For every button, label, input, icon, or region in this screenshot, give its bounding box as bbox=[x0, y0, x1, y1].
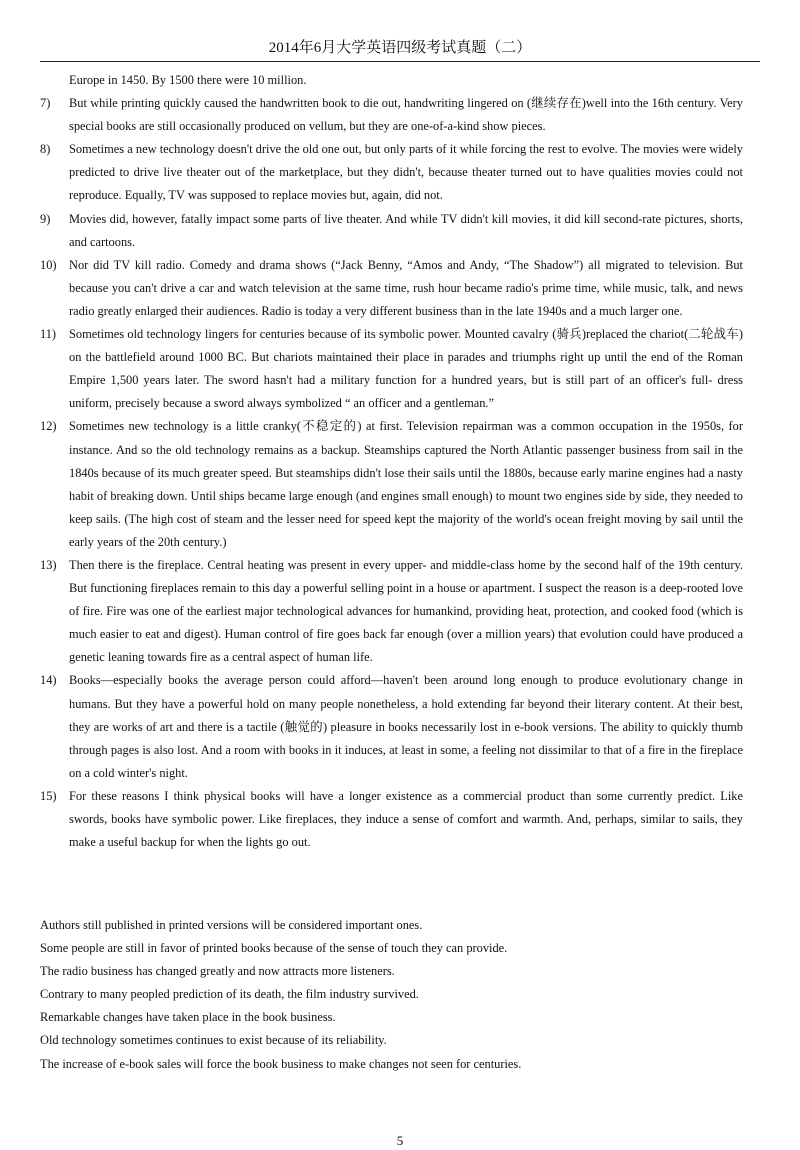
paragraph-number: 7) bbox=[40, 96, 51, 111]
statement: Some people are still in favor of printed books because of the sense of touch they can provide. bbox=[40, 941, 508, 956]
paragraph-text: Nor did TV kill radio. Comedy and drama shows (“Jack Benny, “Amos and Andy, “The Shadow”) all migrated to television. But because you can't drive a car and watch television at the same time, rush hour became radio's prime time, while music, talk, and news radio greatly enlarged their audiences. Radio is today a very different business than in the late 1940s and a much larger one. bbox=[69, 257, 743, 318]
paragraph-10 bbox=[40, 254, 743, 323]
paragraph-number: 10) bbox=[40, 257, 57, 272]
paragraph-text: Books—especially books the average person could afford—haven't been around long enough to produce evolutionary change in humans. But they have a powerful hold on many people nonetheless, a hold extending far beyond their literary content. At their best, they are works of art and there is a tactile (触觉的) pleasure in books necessarily lost in e-book versions. The ability to quickly thumb through pages is also lost. And a room with books in it induces, at least in some, a feeling not dissimilar to that of a fire in the fireplace on a cold winter's night. bbox=[69, 673, 743, 780]
statement: Authors still published in printed versions will be considered important ones. bbox=[40, 918, 423, 932]
paragraph-text: Sometimes new technology is a little cranky(不稳定的) at first. Television repairman was a common occupation in the 1950s, for instance. And so the old technology remains as a backup. Steamships captured the North Atlantic passenger business from sail in the 1840s because of its much greater speed. But steamships didn't lose their sails until the 1880s, because early marine engines had a nasty habit of breaking down. Until ships became large enough (and engines small enough) to mount two engines side by side, they needed to keep sails. (The high cost of steam and the lesser need for speed kept the majority of the world's ocean freight moving by sail until the early years of the 20th century.) bbox=[69, 419, 743, 549]
paragraph-7 bbox=[40, 92, 743, 138]
paragraph-number: 13) bbox=[40, 557, 57, 572]
statement: Contrary to many peopled prediction of its death, the film industry survived. bbox=[40, 987, 419, 1002]
statement: The radio business has changed greatly and now attracts more listeners. bbox=[40, 964, 395, 979]
paragraph-text: But while printing quickly caused the handwritten book to die out, handwriting lingered on (继续存在)well into the 16th century. Very special books are still occasionally produced on vellum, but they are one-of-a-kind show pieces. bbox=[69, 96, 743, 134]
paragraph-text: For these reasons I think physical books will have a longer existence as a commercial product than some currently predict. Like swords, books have symbolic power. Like fireplaces, they induce a sense of comfort and warmth. And, perhaps, similar to sails, they make a useful backup for when the lights go out. bbox=[69, 788, 743, 850]
page-header bbox=[40, 38, 760, 62]
paragraph-text: Then there is the fireplace. Central heating was present in every upper- and middle-class home by the second half of the 19th century. But functioning fireplaces remain to this day a powerful selling point in a house or apartment. I suspect the reason is a deep-rooted love of fire. Fire was one of the earliest major technological advances for humankind, providing heat, protection, and cooked food (which is much easier to eat and digest). Human control of fire goes back far enough (over a million years) that evolution could have produced a genetic leaning towards fire as a central aspect of human life. bbox=[69, 557, 743, 665]
paragraph-13 bbox=[40, 554, 743, 669]
paragraph-9 bbox=[40, 208, 743, 254]
continuation-line: Europe in 1450. By 1500 there were 10 million. bbox=[69, 73, 307, 87]
paragraph-number: 12) bbox=[40, 419, 57, 434]
paragraph-number: 8) bbox=[40, 142, 51, 157]
paragraph-number: 15) bbox=[40, 788, 57, 803]
paragraph-text: Movies did, however, fatally impact some parts of live theater. And while TV didn't kill movies, it did kill second-rate pictures, shorts, and cartoons. bbox=[69, 211, 743, 249]
paragraph-11 bbox=[40, 323, 743, 415]
paragraph-number: 14) bbox=[40, 673, 57, 688]
statements-list bbox=[40, 914, 760, 1076]
page-number: 5 bbox=[396, 1133, 404, 1148]
paragraph-text: Sometimes old technology lingers for centuries because of its symbolic power. Mounted cavalry (骑兵)replaced the chariot(二轮战车) on the battlefield around 1000 BC. But chariots maintained their place in parades and triumphs right up until the end of the Roman Empire 1,500 years later. The sword hasn't had a military function for a hundred years, but is still part of an officer's full- dress uniform, precisely because a sword always symbolized “ an officer and a gentleman.” bbox=[69, 327, 743, 411]
paragraph-14 bbox=[40, 669, 743, 784]
statement: The increase of e-book sales will force the book business to make changes not seen for centuries. bbox=[40, 1056, 522, 1071]
passage-body bbox=[40, 69, 743, 854]
exam-title: 2014年6月大学英语四级考试真题（二） bbox=[268, 40, 532, 56]
paragraph-8 bbox=[40, 138, 743, 207]
statement: Old technology sometimes continues to exist because of its reliability. bbox=[40, 1033, 387, 1048]
statement: Remarkable changes have taken place in the book business. bbox=[40, 1010, 336, 1025]
paragraph-15 bbox=[40, 785, 743, 854]
paragraph-number: 11) bbox=[40, 327, 57, 342]
paragraph-12 bbox=[40, 415, 743, 554]
paragraph-text: Sometimes a new technology doesn't drive the old one out, but only parts of it while forcing the rest to evolve. The movies were widely predicted to drive live theater out of the marketplace, but they didn't, because theater turned out to have qualities movies could not reproduce. Equally, TV was supposed to replace movies but, again, did not. bbox=[69, 142, 743, 203]
paragraph-number: 9) bbox=[40, 211, 51, 226]
